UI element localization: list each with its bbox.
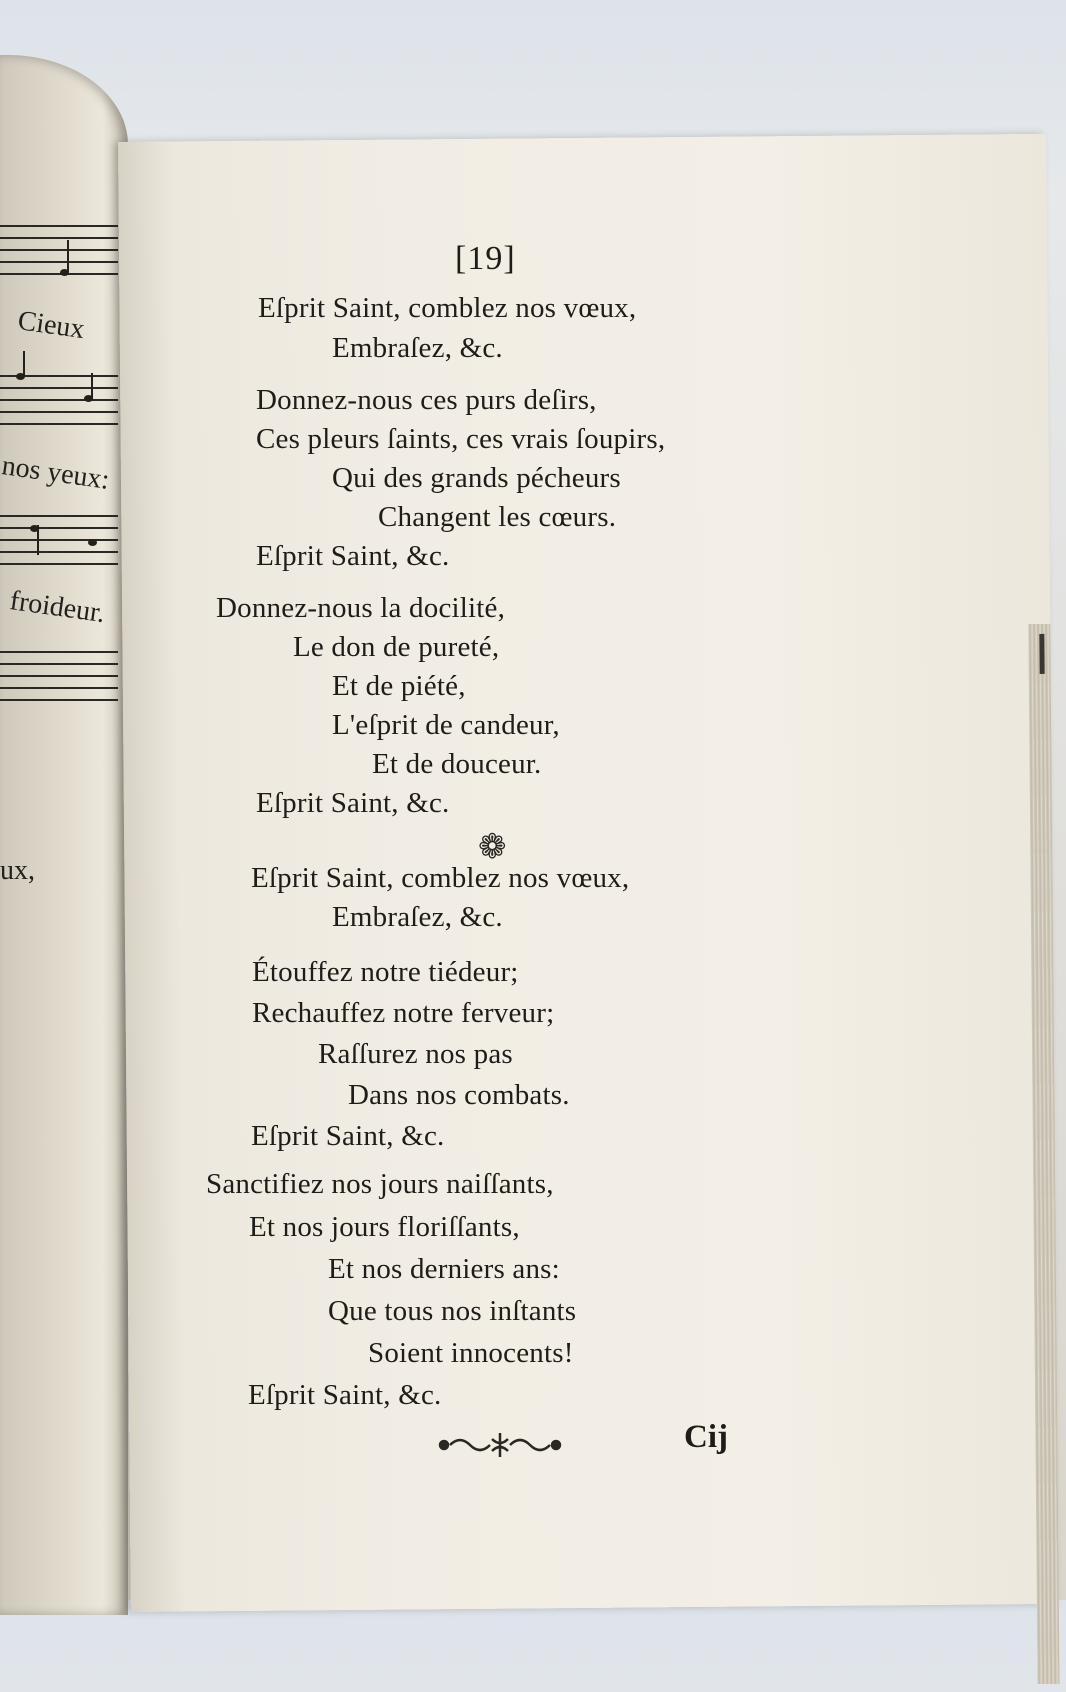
verse-line: Sanctifiez nos jours naiſſants, — [206, 1168, 554, 1200]
fleuron-ornament-icon: ❁ — [478, 829, 507, 866]
verse-line: Raſſurez nos pas — [318, 1038, 513, 1070]
verse-line: Eſprit Saint, comblez nos vœux, — [251, 862, 630, 894]
left-page-text-froideur: froideur. — [7, 585, 107, 630]
left-page-text-nos-yeux: nos yeux: — [0, 450, 112, 496]
verse-line: Que tous nos inſtants — [328, 1295, 577, 1327]
verse-line: Ces pleurs ſaints, ces vrais ſoupirs, — [256, 423, 666, 455]
left-page-text-ux: ux, — [0, 855, 35, 886]
verse-line: Embraſez, &c. — [332, 901, 503, 933]
left-page — [0, 55, 128, 1615]
verse-line: Qui des grands pécheurs — [332, 462, 621, 494]
verse-line: Eſprit Saint, comblez nos vœux, — [258, 292, 637, 324]
left-page-text-cieux: Cieux — [15, 305, 87, 346]
verse-line: Eſprit Saint, &c. — [248, 1379, 442, 1411]
verse-line: Eſprit Saint, &c. — [256, 540, 450, 572]
verse-line: Embraſez, &c. — [332, 332, 503, 364]
verse-line: Dans nos combats. — [348, 1079, 570, 1111]
page-edge — [1028, 624, 1059, 1684]
page-edge-mark — [1039, 634, 1044, 674]
verse-line: Soient innocents! — [368, 1337, 574, 1369]
verse-line: Rechauffez notre ferveur; — [252, 997, 555, 1029]
verse-line: Eſprit Saint, &c. — [256, 787, 450, 819]
tailpiece-ornament-icon — [438, 1427, 562, 1463]
verse-line: Changent les cœurs. — [378, 501, 617, 533]
verse-line: Et de piété, — [332, 670, 466, 702]
signature-mark: Cij — [684, 1419, 728, 1455]
verse-line: Donnez-nous ces purs deſirs, — [256, 384, 597, 416]
verse-line: Et de douceur. — [372, 748, 542, 780]
verse-line: Le don de pureté, — [293, 631, 500, 663]
verse-line: Étouffez notre tiédeur; — [252, 956, 519, 988]
verse-line: Donnez-nous la docilité, — [216, 592, 506, 624]
page-number: [19] — [455, 240, 516, 277]
verse-line: L'eſprit de candeur, — [332, 709, 560, 741]
verse-line: Et nos derniers ans: — [328, 1253, 560, 1285]
verse-line: Et nos jours floriſſants, — [249, 1211, 520, 1243]
verse-line: Eſprit Saint, &c. — [251, 1120, 445, 1152]
